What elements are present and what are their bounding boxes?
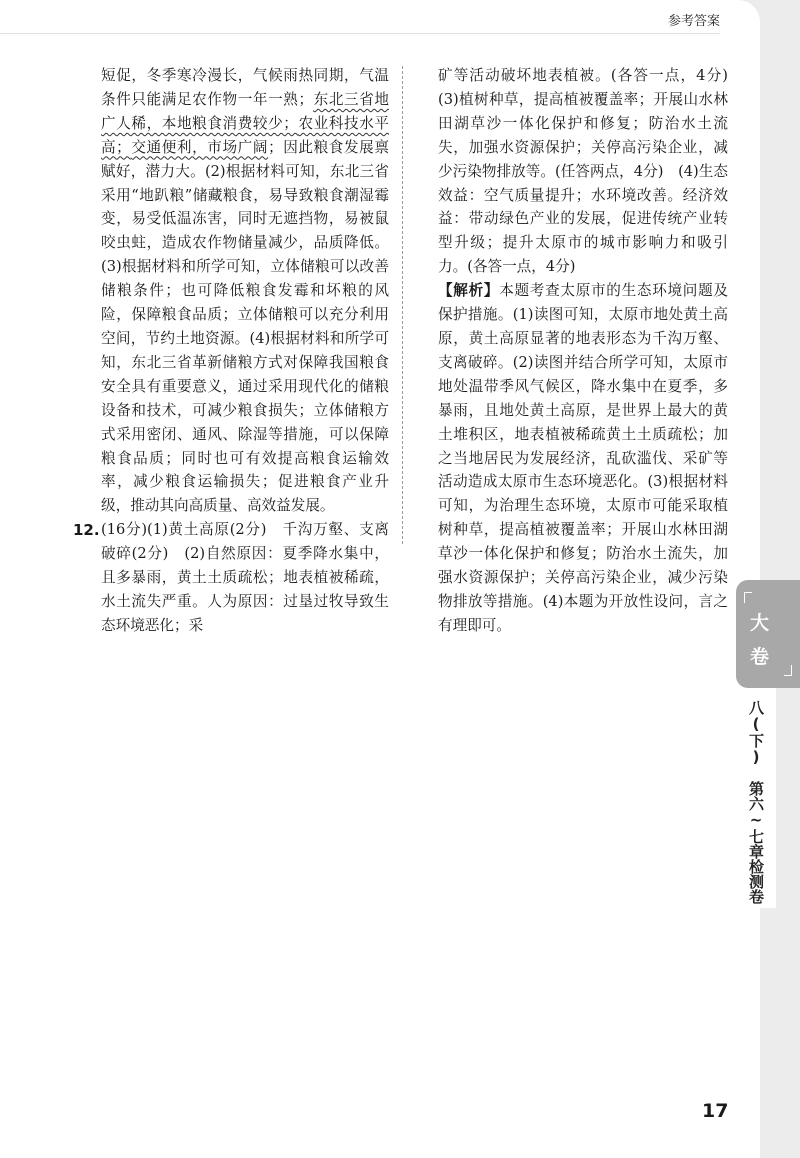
section-tab-dajuan — [736, 580, 800, 688]
tab-corner-top-left — [744, 592, 752, 603]
analysis-paragraph — [438, 279, 728, 638]
section-tab-subtitle: 八(下) 第六~七章检测卷 — [736, 688, 776, 908]
q11-text-b: ；因此粮食发展禀赋好，潜力大。(2)根据材料可知，东北三省采用“地趴粮”储藏粮食，易导致粮食潮湿霉变，易受低温冻害，同时无遮挡物，易被鼠咬虫蛀，造成农作物储量减少，品质降低。(3)根据材料和所学可知，立体储粮可以改善储粮条件；也可降低粮食发霉和坏粮的风险，保障粮食品质；立体储粮可以充分利用空间，节约土地资源。(4)根据材料和所学可知，东北三省革新储粮方式对保障我国粮食安全具有重要意义，通过采用现代化的储粮设备和技术，可减少粮食损失；立体储粮方式采用密闭、通风、除湿等措施，可以保障粮食品质；同时也可有效提高粮食运输效率，减少粮食运输损失；促进粮食产业升级，推动其向高质量、高效益发展。 — [101, 138, 389, 515]
tab-char-2: 卷 — [750, 646, 770, 668]
q12-number: 12. — [73, 521, 100, 540]
left-column — [73, 64, 389, 638]
page-header-title: 参考答案 — [667, 14, 720, 29]
q12-continuation: 矿等活动破坏地表植被。(各答一点，4分) (3)植树种草，提高植被覆盖率；开展山水林田湖草沙一体化保护和修复；防治水土流失，加强水资源保护；关停高污染企业，减少污染物排放等。(任答两点，4分) (4)生态效益：空气质量提升；水环境改善。经济效益：带动绿色产业的发展，促进传统产业转型升级；提升太原市的城市影响力和吸引力。(各答一点，4分) — [438, 67, 743, 276]
q11-text-a: 短促，冬季寒冷漫长，气候雨热同期，气温条件只能满足农作物一年一熟； — [101, 67, 389, 108]
tab-corner-bottom-right — [784, 665, 792, 676]
right-column — [438, 64, 743, 638]
q11-wavy-1: 东北三省地广人稀，本地粮食消费较少； — [101, 90, 389, 132]
analysis-label: 【解析】 — [438, 282, 500, 300]
q11-wavy-3: 交通便利，市场广阔 — [130, 138, 269, 156]
header-rule — [0, 33, 720, 34]
q12-block — [73, 518, 389, 638]
q11-wavy-2: 农业科技水平高； — [101, 114, 389, 156]
page-number: 17 — [702, 1100, 729, 1122]
tab-char-1: 大 — [750, 612, 770, 634]
analysis-text: 本题考查太原市的生态环境问题及保护措施。(1)读图可知，太原市地处黄土高原，黄土高原显著的地表形态为千沟万壑、支离破碎。(2)读图并结合所学可知，太原市地处温带季风气候区，降水集中在夏季，多暴雨，且地处黄土高原，是世界上最大的黄土堆积区，地表植被稀疏黄土土质疏松；加之当地居民为发展经济，乱砍滥伐、采矿等活动造成太原市生态环境恶化。(3)根据材料可知，为治理生态环境，太原市可能采取植树种草，提高植被覆盖率；开展山水林田湖草沙一体化保护和修复；防治水土流失，加强水资源保护；关停高污染企业，减少污染物排放等措施。(4)本题为开放性设问，言之有理即可。 — [438, 282, 728, 634]
q12-text: (16分)(1)黄土高原(2分) 千沟万壑、支离破碎(2分) (2)自然原因：夏季降水集中，且多暴雨，黄土土质疏松；地表植被稀疏，水土流失严重。人为原因：过垦过牧导致生态环境恶化；采 — [101, 521, 389, 634]
column-divider — [402, 66, 403, 544]
q11-continuation — [101, 64, 389, 518]
